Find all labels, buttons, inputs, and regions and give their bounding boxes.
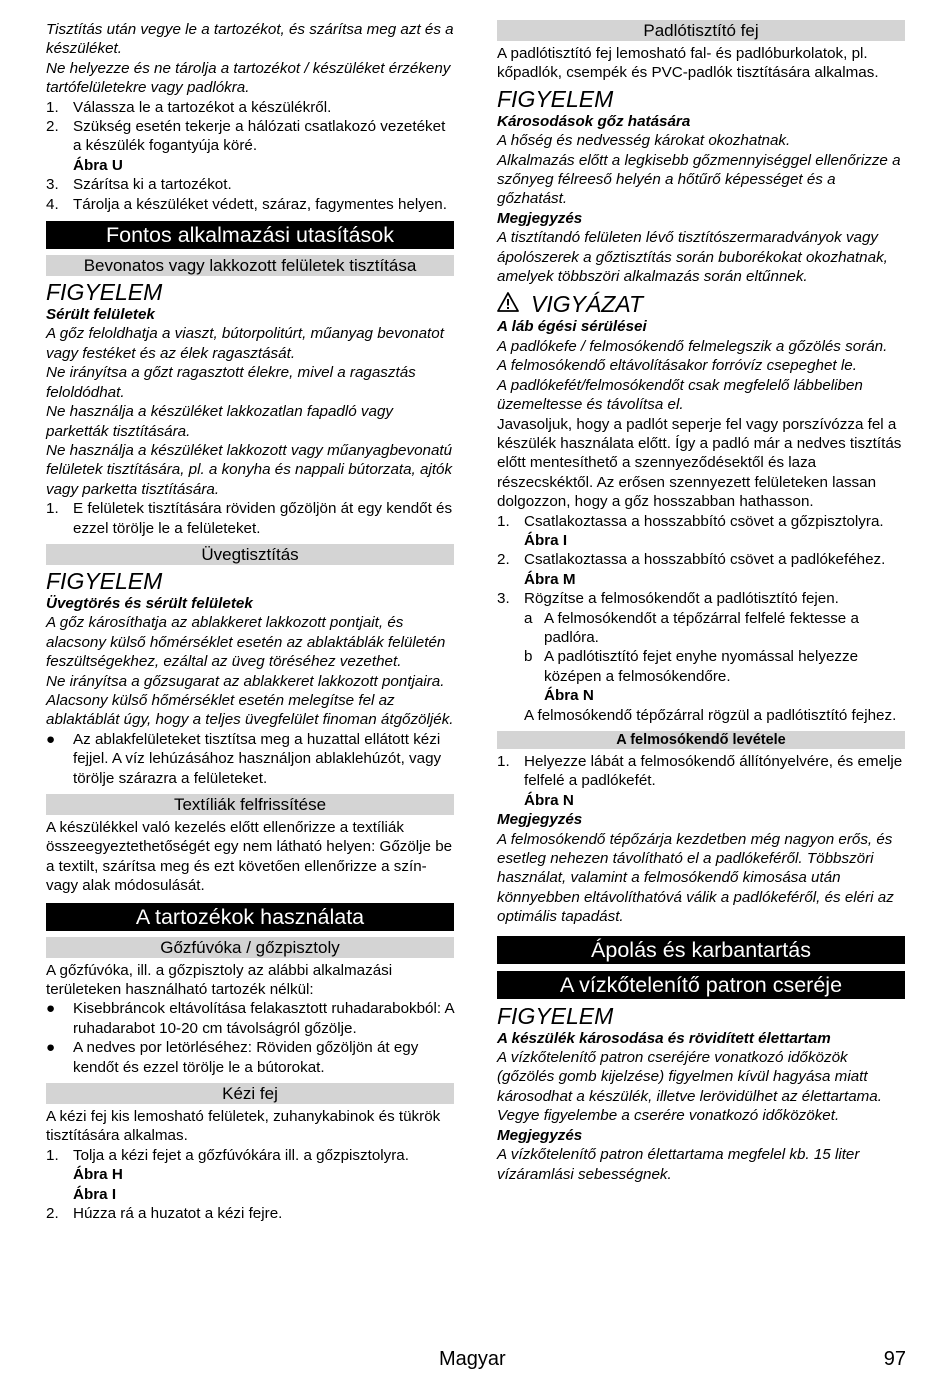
paragraph: Vegye figyelembe a cserére vonatkozó időközöket. xyxy=(497,1107,840,1125)
list-item: 1. Helyezze lábát a felmosókendő állítónyelvére, és emelje felfelé a padlókefét. xyxy=(497,753,903,790)
figure-reference: Ábra H xyxy=(73,1166,123,1184)
subsection-heading: Kézi fej xyxy=(46,1083,454,1104)
list-item: 2. Szükség esetén tekerje a hálózati csatlakozó vezetéket a készülék fogantyúja köré. xyxy=(46,118,446,155)
figure-reference: Ábra N xyxy=(544,687,594,705)
paragraph: A gőz károsíthatja az ablakkeret lakkozott pontjait, és alacsony külső hőmérséklet esetén az ablaktáblák felületén feszültségekhez, ezáltal az üveg töréséhez vezethet. xyxy=(46,614,446,671)
list-item: 3. Rögzítse a felmosókendőt a padlótisztító fejen. xyxy=(497,590,839,608)
figure-reference: Ábra I xyxy=(524,531,568,549)
subsection-heading: A felmosókendő levétele xyxy=(497,731,905,749)
paragraph: A vízkőtelenítő patron élettartama megfelel kb. 15 liter vízáramlási sebességnek. xyxy=(497,1146,860,1183)
paragraph: A felmosókendő eltávolításakor forróvíz csepeghet le. xyxy=(497,357,857,375)
list-item: ● A nedves por letörléséhez: Röviden gőzöljön át egy kendőt és ezzel törölje le a bútorokat. xyxy=(46,1039,419,1076)
page-number: 97 xyxy=(883,1348,906,1370)
warning-triangle-icon xyxy=(497,292,519,317)
notice-heading: FIGYELEM xyxy=(497,85,614,112)
figure-reference: Ábra I xyxy=(73,1185,117,1203)
paragraph: A gőzfúvóka, ill. a gőzpisztoly az alábbi alkalmazási területeken használható tartozék nélkül: xyxy=(46,961,393,999)
sub-list-item: b A padlótisztító fejet enyhe nyomással helyezze középen a felmosókendőre. xyxy=(524,648,859,685)
paragraph: Alkalmazás előtt a legkisebb gőzmennyiséggel ellenőrizze a szőnyeg félreeső helyén a hőtűrő képességet és a gőzhatást. xyxy=(497,151,901,208)
list-item: 3. Szárítsa ki a tartozékot. xyxy=(46,176,232,194)
figure-reference: Ábra M xyxy=(524,570,576,588)
section-heading: Ápolás és karbantartás xyxy=(497,936,905,964)
notice-subheading: A láb égési sérülései xyxy=(497,318,647,336)
paragraph: A felmosókendő tépőzárja kezdetben még nagyon erős, és esetleg nehezen távolítható el a padlókeféről. Többszöri használat, valamint a felmosókendő kimosása után könnyebben eltávolíthatóvá válik a padlókeféről, és eléri az optimális tapadást. xyxy=(497,830,894,926)
paragraph: A padlókefét/felmosókendőt csak megfelelő lábbeliben üzemeltesse és távolítsa el. xyxy=(497,376,863,414)
bullet-icon: ● xyxy=(46,730,56,748)
paragraph: Ne helyezze és ne tárolja a tartozékot / készüléket érzékeny tartófelületekre vagy padlókra. xyxy=(46,59,451,97)
list-item: ● Kisebbráncok eltávolítása felakasztott ruhadarabokból: A ruhadarabot 10-20 cm távolságról gőzölje. xyxy=(46,1000,454,1037)
paragraph: Ne irányítsa a gőzt ragasztott élekre, mivel a ragasztás feloldódhat. xyxy=(46,364,416,401)
figure-reference: Ábra U xyxy=(73,156,123,174)
list-item: ● Az ablakfelületeket tisztítsa meg a huzattal ellátott kézi fejjel. A víz lehúzásához használjon ablaklehúzót, vagy törölje szárazra a felületeket. xyxy=(46,730,442,787)
paragraph: A készülékkel való kezelés előtt ellenőrizze a textíliák összeegyeztethetőségét egy nem látható helyen: Gőzölje be a textilt, szárítsa meg és ezt követően ellenőrizze a szín- vagy alak módosulását. xyxy=(46,819,453,895)
paragraph: A kézi fej kis lemosható felületek, zuhanykabinok és tükrök tisztítására alkalmas. xyxy=(46,1108,441,1145)
paragraph: Ne irányítsa a gőzsugarat az ablakkeret lakkozott pontjaira. xyxy=(46,672,445,690)
paragraph: A padlótisztító fej lemosható fal- és padlóburkolatok, pl. kőpadlók, csempék és PVC-padlók tisztítására alkalmas. xyxy=(497,45,879,82)
notice-heading: FIGYELEM xyxy=(46,279,163,306)
notice-subheading: Üvegtörés és sérült felületek xyxy=(46,594,253,612)
bullet-icon: ● xyxy=(46,1000,56,1018)
subsection-heading: Bevonatos vagy lakkozott felületek tisztítása xyxy=(46,255,454,276)
warning-heading: VIGYÁZAT xyxy=(497,292,905,317)
left-column xyxy=(46,20,454,1224)
notice-subheading: Károsodások gőz hatására xyxy=(497,112,691,130)
list-item: 1. E felületek tisztítására röviden gőzöljön át egy kendőt és ezzel törölje le a felületeket. xyxy=(46,500,453,537)
section-heading: A tartozékok használata xyxy=(46,903,454,931)
paragraph: Alacsony külső hőmérséklet esetén melegítse fel az ablaktáblát úgy, hogy a teljes üvegfelület finoman átgőzöljék. xyxy=(46,691,454,729)
subsection-heading: Üvegtisztítás xyxy=(46,544,454,565)
notice-heading: FIGYELEM xyxy=(497,1002,614,1029)
list-item: 2. Húzza rá a huzatot a kézi fejre. xyxy=(46,1205,283,1223)
paragraph: A felmosókendő tépőzárral rögzül a padlótisztító fejhez. xyxy=(524,706,897,724)
subsection-heading: Gőzfúvóka / gőzpisztoly xyxy=(46,937,454,958)
list-item: 1. Válassza le a tartozékot a készülékről. xyxy=(46,98,332,116)
paragraph: Tisztítás után vegye le a tartozékot, és szárítsa meg azt és a készüléket. xyxy=(46,21,454,58)
subsection-heading: Padlótisztító fej xyxy=(497,20,905,41)
note-heading: Megjegyzés xyxy=(497,811,583,829)
note-heading: Megjegyzés xyxy=(497,209,583,227)
paragraph: Ne használja a készüléket lakkozott vagy műanyagbevonatú felületek tisztítására, pl. a konyha és nappali bútorzata, ajtók vagy parketta tisztítására. xyxy=(46,441,453,498)
paragraph: A vízkőtelenítő patron cseréjére vonatkozó időközök (gőzölés gomb kijelzése) figyelmen kívül hagyása miatt károsodhat a készülék, illetve lerövidülhet az élettartama. xyxy=(497,1049,882,1105)
list-item: 4. Tárolja a készüléket védett, száraz, fagymentes helyen. xyxy=(46,195,447,213)
note-heading: Megjegyzés xyxy=(497,1126,583,1144)
paragraph: A tisztítandó felületen lévő tisztítószermaradványok vagy ápolószerek a gőztisztítás során buborékokat okozhatnak, amelyek többszöri alkalmazás során eltűnnek. xyxy=(497,229,888,286)
bullet-icon: ● xyxy=(46,1039,56,1057)
figure-reference: Ábra N xyxy=(524,791,574,809)
notice-subheading: Sérült felületek xyxy=(46,306,155,324)
right-column xyxy=(497,20,905,1184)
subsection-heading: Textíliák felfrissítése xyxy=(46,794,454,815)
notice-subheading: A készülék károsodása és rövidített élettartam xyxy=(497,1029,831,1047)
sub-list-item: a A felmosókendőt a tépőzárral felfelé fektesse a padlóra. xyxy=(524,609,859,646)
paragraph: A hőség és nedvesség károkat okozhatnak. xyxy=(497,132,791,150)
paragraph: Javasoljuk, hogy a padlót seperje fel vagy porszívózza fel a készülék használata előtt. Így a padló már a nedves tisztítás előtt mentesíthető a szennyeződésektől és laza részecskéktől. Az erősen szennyezett felületeken lassan dolgozzon, hogy a gőz hosszabban hathasson. xyxy=(497,415,902,511)
list-item: 1. Csatlakoztassa a hosszabbító csövet a gőzpisztolyra. xyxy=(497,512,884,530)
list-item: 2. Csatlakoztassa a hosszabbító csövet a padlókeféhez. xyxy=(497,551,886,569)
paragraph: A padlókefe / felmosókendő felmelegszik a gőzölés során. xyxy=(497,337,888,355)
notice-heading: FIGYELEM xyxy=(46,567,163,594)
paragraph: A gőz feloldhatja a viaszt, bútorpolitúrt, műanyag bevonatot vagy festéket és az élek ragasztását. xyxy=(46,325,444,362)
paragraph: Ne használja a készüléket lakkozatlan fapadló vagy parketták tisztítására. xyxy=(46,403,393,440)
section-heading: A vízkőtelenítő patron cseréje xyxy=(497,971,905,999)
section-heading: Fontos alkalmazási utasítások xyxy=(46,221,454,249)
list-item: 1. Tolja a kézi fejet a gőzfúvókára ill. a gőzpisztolyra. xyxy=(46,1146,409,1164)
footer-language: Magyar xyxy=(439,1348,506,1370)
